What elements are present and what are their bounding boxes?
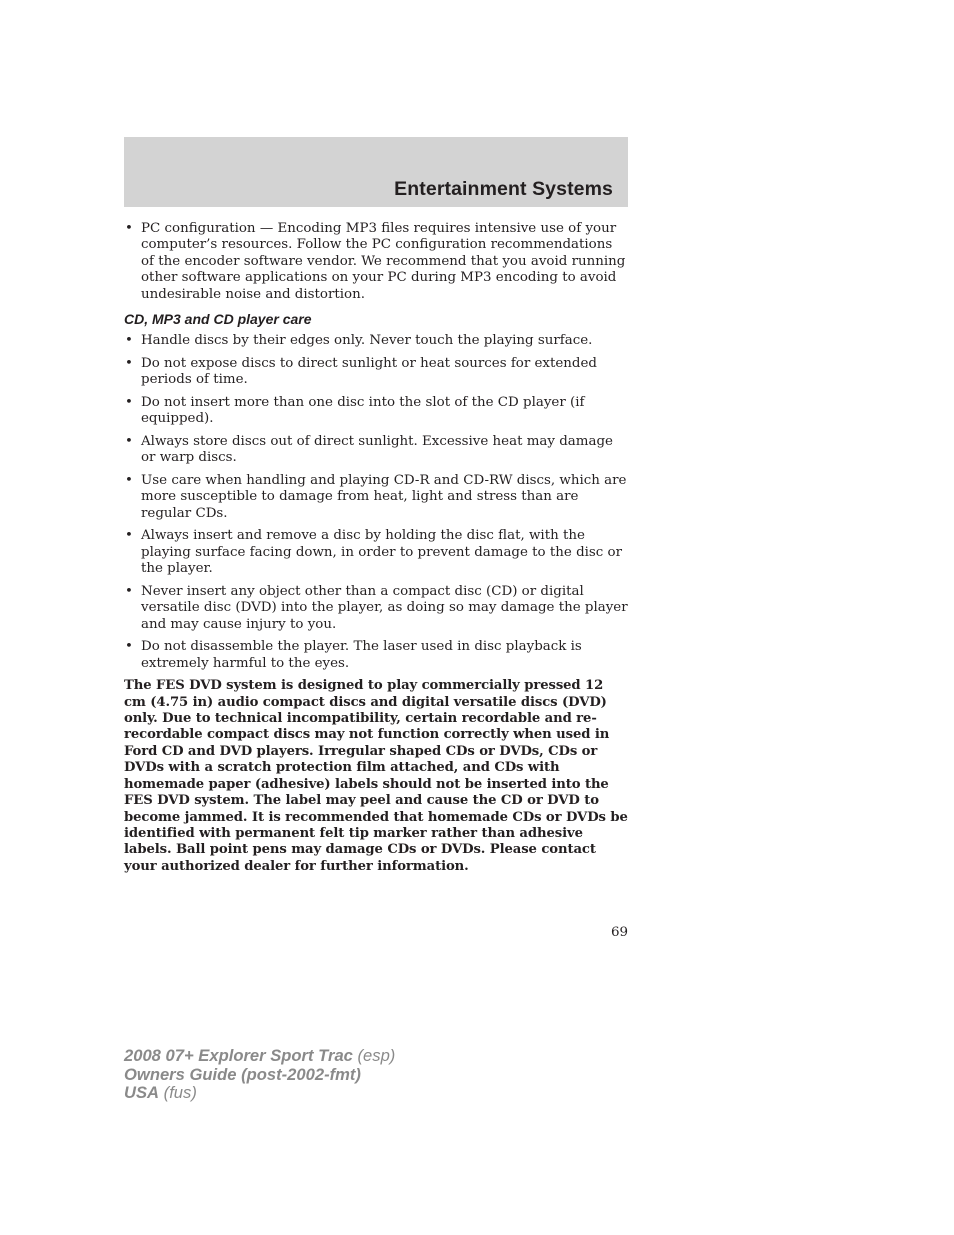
document-footer — [124, 1047, 395, 1103]
list-item — [124, 333, 629, 349]
list-item — [124, 473, 629, 522]
list-item-text: Do not expose discs to direct sunlight or heat sources for extended periods of time. — [141, 356, 597, 388]
bullet-icon: • — [125, 356, 133, 372]
list-item-text: Do not disassemble the player. The laser used in disc playback is extremely harmful to the eyes. — [141, 639, 582, 671]
bullet-icon: • — [125, 333, 133, 349]
page-number: 69 — [610, 925, 628, 940]
list-item — [124, 639, 629, 672]
care-section-heading: CD, MP3 and CD player care — [124, 311, 312, 328]
section-title: Entertainment Systems — [394, 178, 613, 200]
footer-market: USA — [124, 1083, 160, 1103]
list-item — [124, 434, 629, 467]
footer-model-name: 2008 07+ Explorer Sport Trac — [124, 1046, 353, 1065]
footer-line-model — [124, 1047, 395, 1066]
list-item — [124, 221, 629, 303]
bullet-icon: • — [125, 528, 133, 544]
section-header-band — [124, 137, 628, 207]
bullet-icon: • — [125, 639, 133, 655]
list-item-text: Always insert and remove a disc by holding the disc flat, with the playing surface facing down, in order to prevent damage to the disc or the player. — [141, 528, 623, 577]
dvd-compatibility-notice: The FES DVD system is designed to play commercially pressed 12 cm (4.75 in) audio compact discs and digital versatile discs (DVD) only. Due to technical incompatibility, certain recordable and re-recordable compact discs may not function correctly when used in Ford CD and DVD players. Irregular shaped CDs or DVDs, CDs or DVDs with a scratch protection film attached, and CDs with homemade paper (adhesive) labels should not be inserted into the FES DVD system. The label may peel and cause the CD or DVD to become jammed. It is recommended that homemade CDs or DVDs be identified with permanent felt tip marker rather than adhesive labels. Ball point pens may damage CDs or DVDs. Please contact your authorized dealer for further information. — [124, 678, 628, 874]
footer-market-code: (fus) — [163, 1083, 197, 1103]
bullet-icon: • — [125, 395, 133, 411]
list-item-text: Use care when handling and playing CD-R and CD-RW discs, which are more susceptible to damage from heat, light and stress than are regular CDs. — [141, 473, 627, 521]
care-bullet-list — [124, 333, 629, 672]
list-item — [124, 356, 629, 389]
footer-model-code: (esp) — [357, 1046, 396, 1065]
list-item-text: Never insert any object other than a compact disc (CD) or digital versatile disc (DVD) into the player, as doing so may damage the player and may cause injury to you. — [141, 583, 628, 632]
bullet-icon: • — [125, 473, 133, 489]
list-item — [124, 584, 629, 633]
list-item-text: Do not insert more than one disc into the slot of the CD player (if equipped). — [141, 395, 585, 427]
list-item — [124, 395, 629, 428]
list-item-text: Handle discs by their edges only. Never touch the playing surface. — [141, 333, 593, 349]
list-item — [124, 528, 629, 577]
footer-guide-type: Owners Guide (post-2002-fmt) — [124, 1064, 361, 1084]
bullet-icon: • — [125, 434, 133, 450]
bullet-icon: • — [125, 221, 133, 236]
list-item-text: PC configuration — Encoding MP3 files requires intensive use of your computer’s resources. Follow the PC configuration recommendations of the encoder software vendor. We recommend that you avoid running other software applications on your PC during MP3 encoding to avoid undesirable noise and distortion. — [141, 221, 626, 302]
page-content — [124, 221, 629, 888]
list-item-text: Always store discs out of direct sunlight. Excessive heat may damage or warp discs. — [141, 434, 613, 466]
bullet-icon: • — [125, 583, 133, 599]
footer-line-market — [124, 1084, 395, 1103]
intro-bullet-list — [124, 221, 629, 303]
